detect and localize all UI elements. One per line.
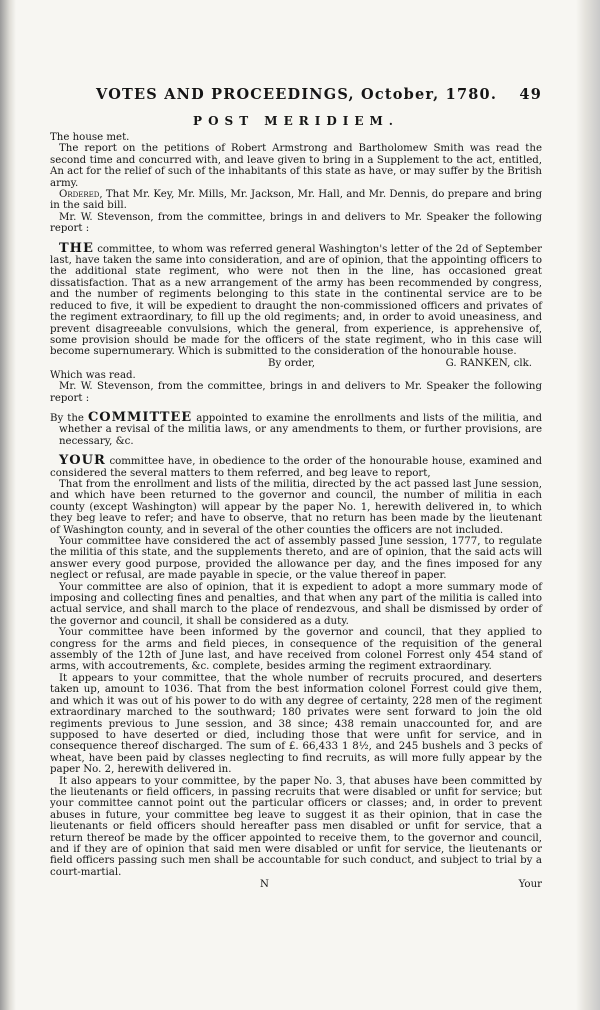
stevenson-delivery-2: Mr. W. Stevenson, from the committee, brings in and delivers to Mr. Speaker the following report : xyxy=(50,381,542,404)
report-one-paragraph xyxy=(50,240,542,358)
page-edge-shadow xyxy=(576,0,600,1010)
page-footer xyxy=(50,879,542,891)
running-title: VOTES AND PROCEEDINGS, October, 1780. xyxy=(96,86,498,103)
house-met-line: The house met. xyxy=(50,132,130,143)
report-one-signature-line xyxy=(50,358,542,370)
which-was-read: Which was read. xyxy=(50,369,136,381)
signature-mark: N xyxy=(260,879,269,891)
stevenson-delivery-1: Mr. W. Stevenson, from the committee, brings in and delivers to Mr. Speaker the following report : xyxy=(50,211,542,235)
report-two-paragraph-0: committee have, in obedience to the order of the honourable house, examined and considered the several matters to them referred, and beg leave to report, xyxy=(50,456,542,479)
report-two-intro-text: appointed to examine the enrollments and lists of the militia, and whether a revisal of the militia laws, or any amendments to them, or further provisions, are necessary, &c. xyxy=(59,412,542,447)
your-lead: YOUR xyxy=(59,453,106,469)
report-two-heading xyxy=(50,409,542,447)
report-two-paragraph-4: Your committee have been informed by the governor and council, that they applied to congress for the arms and field pieces, in consequence of the requisition of the general assembly of the 12th of June last, and have received from colonel Forrest only 454 stand of arms, with accoutrements, &c. complete, besides arming the regiment extraordinary. xyxy=(50,627,542,673)
report-one-lead: THE xyxy=(59,240,94,256)
ordered-text: That Mr. Key, Mr. Mills, Mr. Jackson, Mr. Hall, and Mr. Dennis, do prepare and bring in the said bill. xyxy=(50,189,543,212)
report-one-text: committee, to whom was referred general Washington's letter of the 2d of September last, have taken the same into consideration, and are of opinion, that the appointing officers to the additional state regiment, who were not then in the line, has occasioned great dissatisfaction. That as a new arrangement of the army has been recommended by congress, and the number of regiments belonging to this state in the continental service are to be reduced to five, it will be expedient to draught the non-commissioned officers and privates of the regiment extraordinary, to fill up the old regiments; and, in order to avoid uneasiness, and prevent disagreeable convulsions, which the general, from experience, is apprehensive of, some provision should be made for the officers of the state regiment, who in this case will become supernumerary. Which is submitted to the consideration of the honourable house. xyxy=(50,243,542,358)
by-order: By order, xyxy=(268,357,316,369)
proceedings-text xyxy=(50,132,542,878)
catchword: Your xyxy=(518,879,542,891)
report-two-paragraph-1: That from the enrollment and lists of the militia, directed by the act passed last June session, and which have been returned to the governor and council, the number of militia in each county (except Washington) will appear by the paper No. 1, herewith delivered in, to which they beg leave to refer; and have to observe, that no return has been made by the lieutenant of Washington county, and in several of the other counties the officers are not included. xyxy=(50,478,542,536)
text-column xyxy=(50,86,542,891)
petition-paragraph: The report on the petitions of Robert Armstrong and Bartholomew Smith was read the second time and concurred with, and leave given to bring in a Supplement to the act, entitled, An act for the relief of such of the inhabitants of this state as have, or may suffer by the British army. xyxy=(50,143,542,189)
report-two-prefix: By the xyxy=(50,412,84,424)
ordered-paragraph xyxy=(50,189,542,212)
report-two-opening xyxy=(50,455,542,479)
report-two-lead: COMMITTEE xyxy=(87,409,193,425)
page-binding-shadow xyxy=(0,0,16,1010)
session-heading: POST MERIDIEM. xyxy=(193,114,399,128)
report-two-paragraph-6: It also appears to your committee, by the paper No. 3, that abuses have been committed by the lieutenants or field officers, in passing recruits that were disabled or unfit for service; but your committee cannot point out the particular officers or classes; and, in order to prevent abuses in future, your committee beg leave to suggest it as their opinion, that in case the lieutenants or field officers should hereafter pass men disabled or unfit for service, that a return thereof be made by the officer appointed to receive them, to the governor and council, and if they are of opinion that said men were disabled or unfit for service, the lieutenants or field officers passing such men shall be accountable for such conduct, and subject to trial by a court-martial. xyxy=(50,775,542,878)
clerk-signature: G. RANKEN, clk. xyxy=(445,357,532,369)
page-number: 49 xyxy=(519,86,542,103)
report-two-paragraph-5: It appears to your committee, that the whole number of recruits procured, and deserters taken up, amount to 1036. That from the best information colonel Forrest could give them, and which it was out of his power to do with any degree of certainty, 228 men of the regiment extraordinary marched to the southward; 180 privates were sent forward to join the old regiments previous to June session, and 38 since; 438 remain unaccounted for, and are supposed to have deserted or died, including those that were unfit for service, and in consequence thereof discharged. The sum of £. 66,433 1 8½, and 245 bushels and 3 pecks of wheat, have been paid by classes neglecting to find recruits, as will more fully appear by the paper No. 2, herewith delivered in. xyxy=(50,672,542,776)
report-two-paragraph-2: Your committee have considered the act of assembly passed June session, 1777, to regulate the militia of this state, and the supplements thereto, and are of opinion, that the said acts will answer every good purpose, provided the allowance per day, and the fines imposed for any neglect or refusal, are made payable in specie, or the value thereof in paper. xyxy=(50,536,542,582)
ordered-label: Ordered, xyxy=(59,189,103,201)
running-header xyxy=(50,86,542,108)
report-two-paragraph-3: Your committee are also of opinion, that it is expedient to adopt a more summary mode of imposing and collecting fines and penalties, and that when any part of the militia is called into actual service, and shall march to the place of rendezvous, and shall be dismissed by order of the governor and council, it shall be considered as a duty. xyxy=(50,581,542,627)
